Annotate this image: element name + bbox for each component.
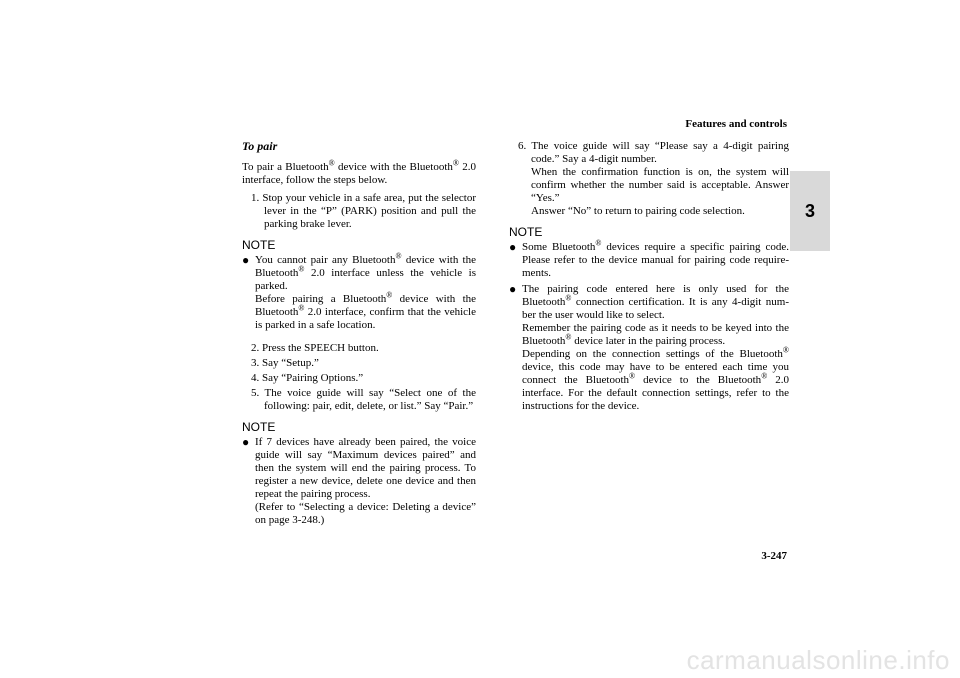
bullet-icon: ● [242, 435, 250, 449]
note-label: NOTE [242, 238, 276, 252]
note-label: NOTE [509, 225, 543, 239]
intro-text: To pair a Bluetooth® device with the Bluetooth® 2.0 interface, follow the steps below. [242, 158, 476, 186]
right-column [509, 140, 789, 416]
step-3: 3. Say “Setup.” [251, 357, 319, 369]
step-6: 6. The voice guide will say “Please say a 4-digit pairing code.” Say a 4-digit number. When the confirmation function is on, the system will confirm whether the number said is acceptable. Answer “Yes.” Answer “No” to return to pairing code selection. [518, 140, 789, 217]
chapter-tab [790, 171, 830, 251]
note-bullet: ● You cannot pair any Bluetooth® device with the Bluetooth® 2.0 interface unless the vehicle is parked. Before pairing a Bluetooth® device with the Bluetooth® 2.0 interface, confirm that the vehicle is parked in a safe location. [242, 251, 477, 331]
step-1: 1. Stop your vehicle in a safe area, put the selector lever in the “P” (PARK) position and pull the parking brake lever. [251, 192, 476, 230]
step-5: 5. The voice guide will say “Select one of the following: pair, edit, delete, or list.” Say “Pair.” [251, 387, 476, 412]
note-bullet: ● The pairing code entered here is only used for the Bluetooth® connection certification. It is any 4-digit num-ber the user would like to select. Remember the pairing code as it needs to be keyed into the Bluetooth® device later in the pairing process. Depending on the connection settings of the Bluetooth® device, this code may have to be entered each time you connect the Bluetooth® device to the Bluetooth® 2.0 interface. For the default connection settings, refer to the instructions for the device. [509, 282, 790, 412]
step-4: 4. Say “Pairing Options.” [251, 372, 364, 384]
note-label: NOTE [242, 420, 276, 434]
page-number: 3-247 [761, 550, 787, 562]
steps-list [242, 342, 476, 413]
running-header: Features and controls [685, 118, 787, 130]
note-bullet: ● Some Bluetooth® devices require a specific pairing code. Please refer to the device manual for pairing code require-ments. [509, 238, 789, 279]
step-2: 2. Press the SPEECH button. [251, 342, 379, 354]
section-heading: To pair [242, 139, 278, 153]
bullet-icon: ● [242, 253, 250, 267]
left-column [242, 140, 476, 530]
chapter-number: 3 [804, 200, 815, 221]
bullet-icon: ● [509, 282, 517, 296]
note-bullet: ● If 7 devices have already been paired, the voice guide will say “Maximum devices paired” and then the system will end the pairing process. To register a new device, delete one device and then repeat the pairing process. (Refer to “Selecting a device: Deleting a device” on page 3-248.) [242, 435, 476, 526]
bullet-icon: ● [509, 240, 517, 254]
watermark: carmanualsonline.info [686, 645, 950, 675]
